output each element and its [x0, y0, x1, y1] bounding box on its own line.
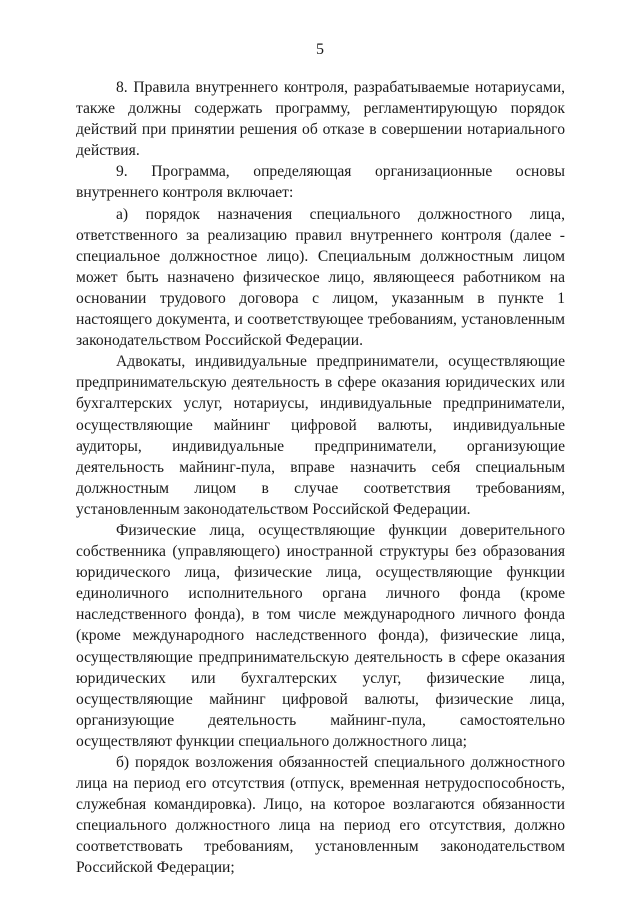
paragraph-advocates: Адвокаты, индивидуальные предприниматели, осуществляющие предпринимательскую деятельность в сфере оказания юридических или бухгалтерских услуг, нотариусы, индивидуальные предприниматели, осуществляющие майнинг цифровой валюты, индивидуальные аудиторы, индивидуальные предприниматели, организующие деятельность майнинг-пула, вправе назначить себя специальным должностным лицом в случае соответствия требованиям, установленным законодательством Российской Федерации. — [76, 353, 565, 518]
paragraph-9b: б) порядок возложения обязанностей специального должностного лица на период его отсутствия (отпуск, временная нетрудоспособность, служебная командировка). Лицо, на которое возлагаются обязанности специального должностного лица на период его отсутствия, должно соответствовать требованиям, установленным законодательством Российской Федерации; — [76, 754, 565, 877]
paragraph-9: 9. Программа, определяющая организационные основы внутреннего контроля включает: — [76, 163, 565, 202]
page-number: 5 — [316, 41, 324, 58]
document-body — [76, 77, 565, 879]
paragraph-individuals: Физические лица, осуществляющие функции доверительного собственника (управляющего) иностранной структуры без образования юридического лица, физические лица, осуществляющие функции единоличного исполнительного органа личного фонда (кроме наследственного фонда), в том числе международного личного фонда (кроме международного наследственного фонда), физические лица, осуществляющие предпринимательскую деятельность в сфере оказания юридических или бухгалтерских услуг, физические лица, осуществляющие майнинг цифровой валюты, физические лица, организующие деятельность майнинг-пула, самостоятельно осуществляют функции специального должностного лица; — [76, 521, 565, 750]
paragraph-9a: а) порядок назначения специального должностного лица, ответственного за реализацию правил внутреннего контроля (далее - специальное должностное лицо). Специальным должностным лицом может быть назначено физическое лицо, являющееся работником на основании трудового договора с лицом, указанным в пункте 1 настоящего документа, и соответствующее требованиям, установленным законодательством Российской Федерации. — [76, 205, 565, 350]
paragraph-8: 8. Правила внутреннего контроля, разрабатываемые нотариусами, также должны содержать программу, регламентирующую порядок действий при принятии решения об отказе в совершении нотариального действия. — [76, 79, 565, 160]
